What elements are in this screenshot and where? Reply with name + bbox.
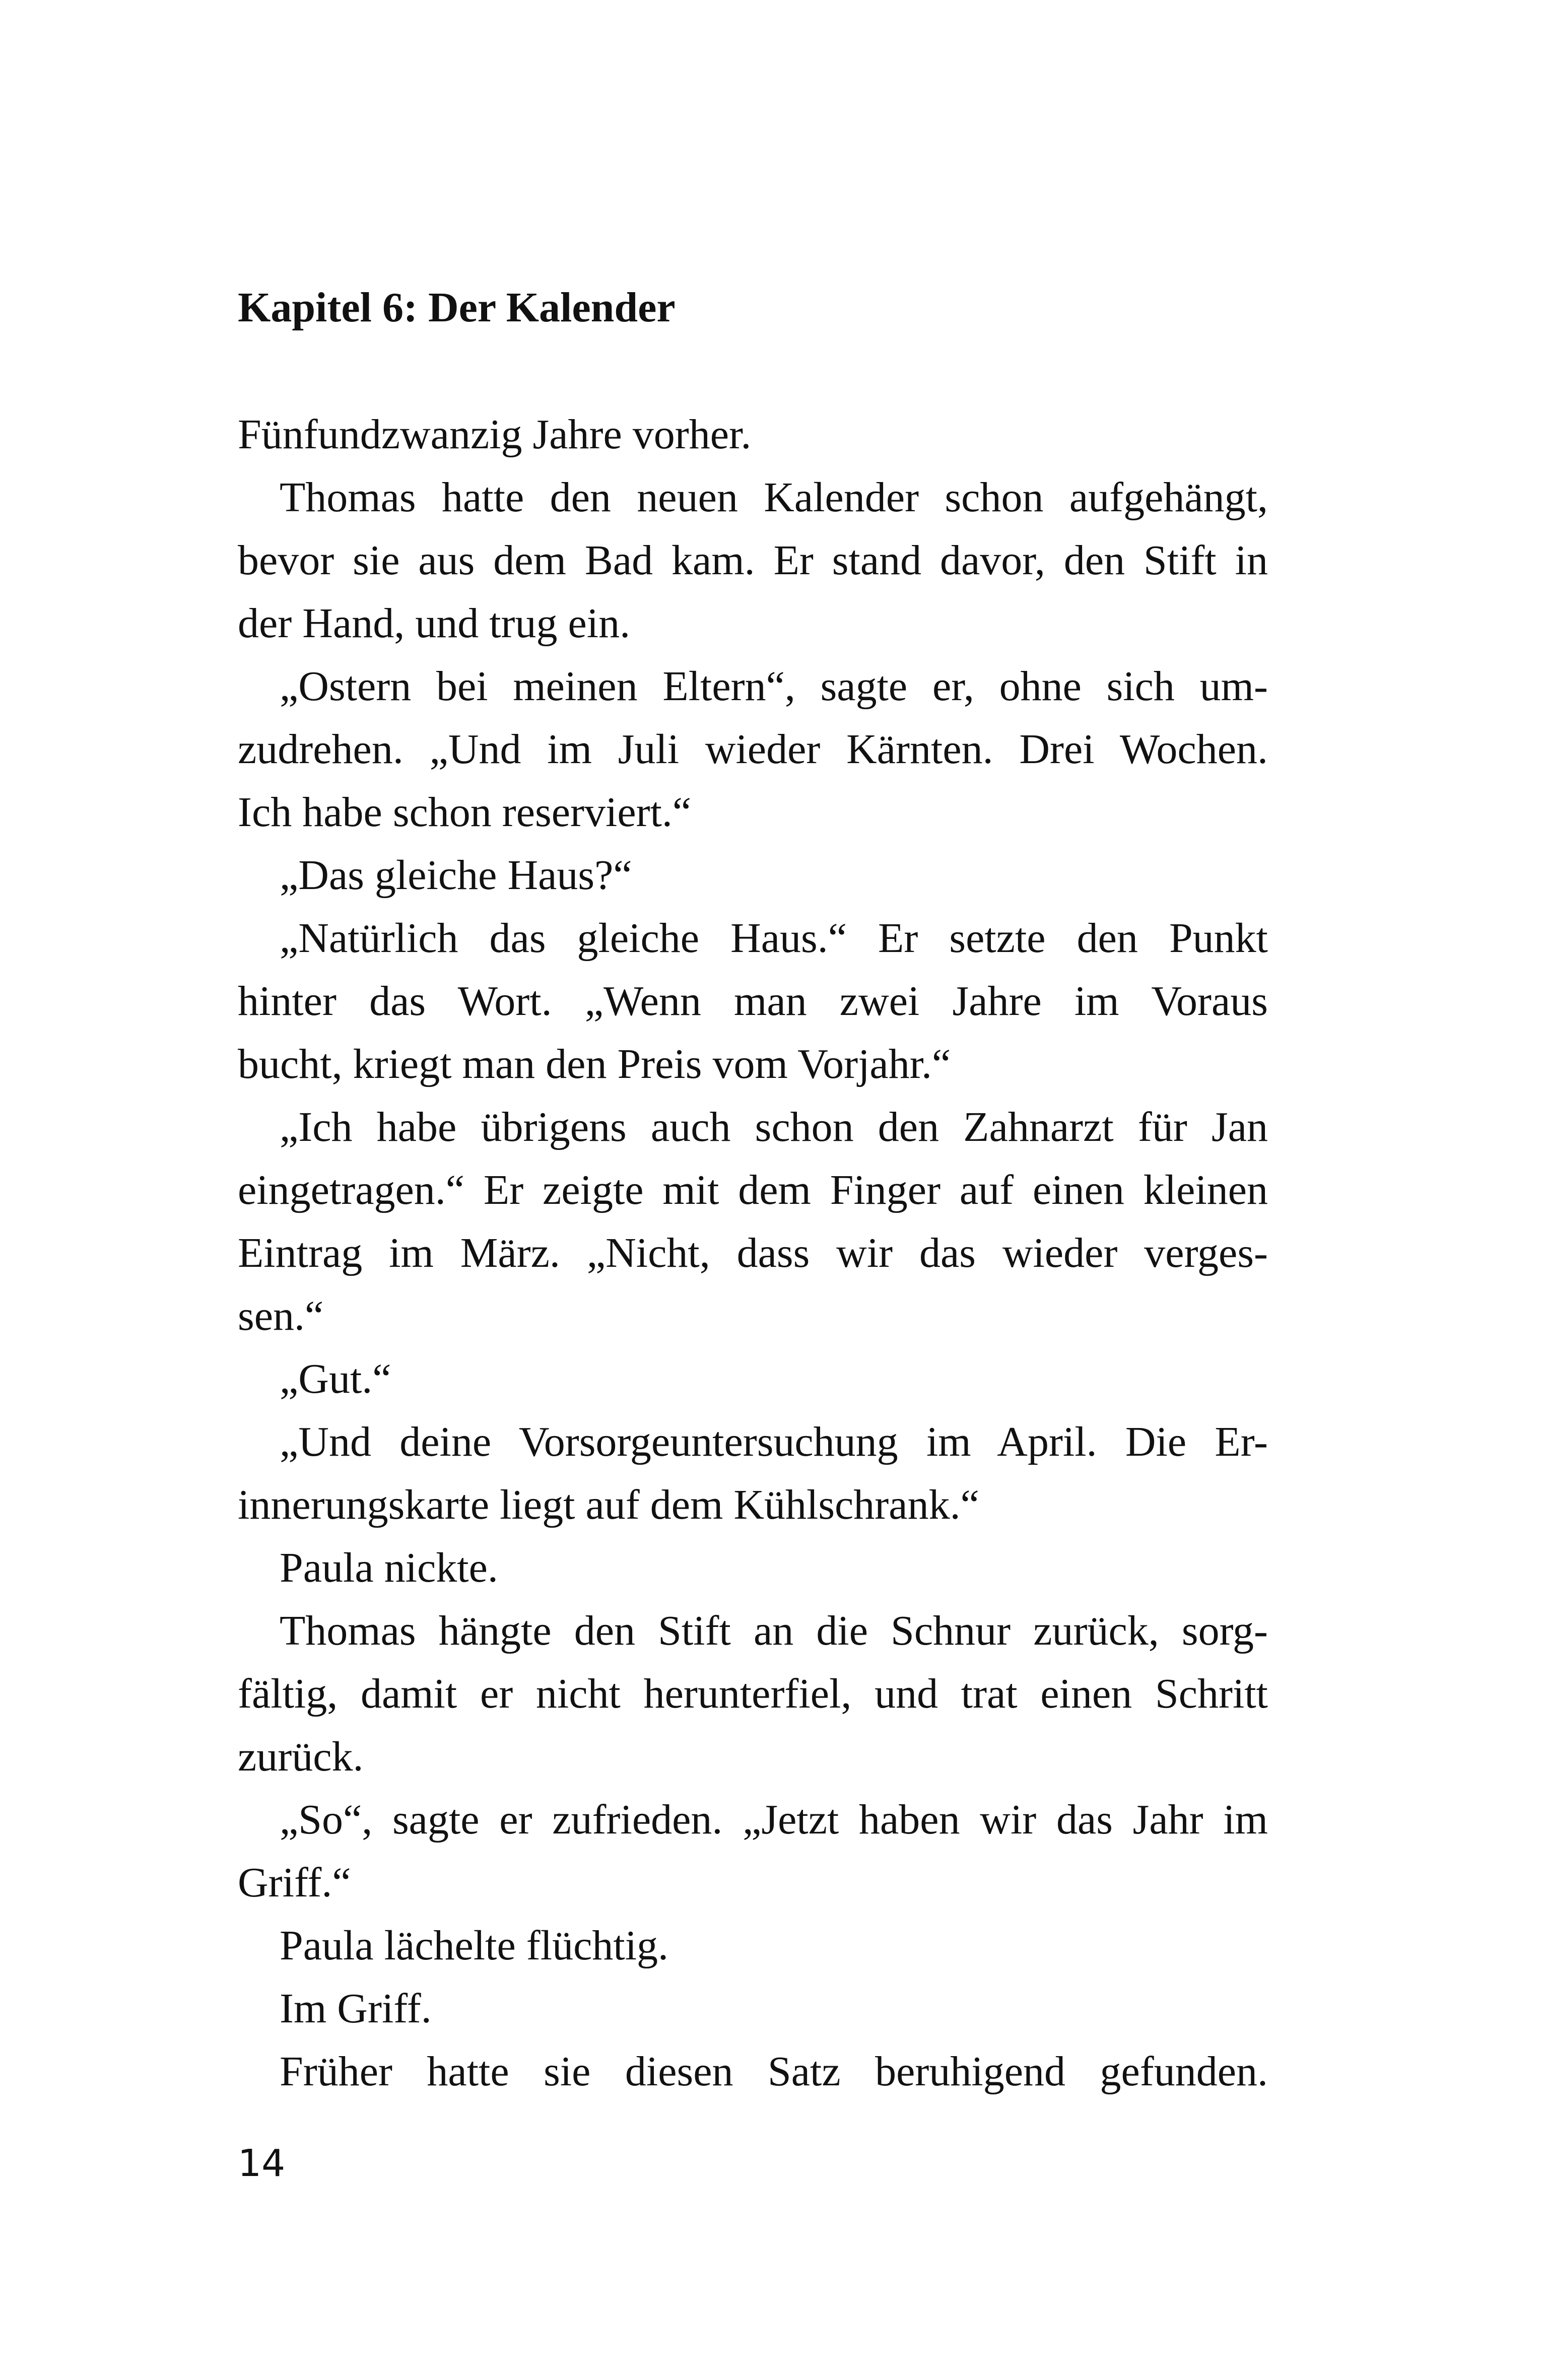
text-line: Paula nickte. (280, 1544, 498, 1591)
text-line: Paula lächelte flüchtig. (280, 1922, 669, 1969)
body-text (238, 403, 1268, 2103)
text-line: Ich habe schon reserviert.“ (238, 789, 692, 836)
text-line: zudrehen. „Und im Juli wieder Kärnten. Drei Wochen. (238, 726, 1268, 773)
text-line: Eintrag im März. „Nicht, dass wir das wieder verges- (238, 1230, 1268, 1276)
text-line: hinter das Wort. „Wenn man zwei Jahre im Voraus (238, 978, 1268, 1025)
text-line: der Hand, und trug ein. (238, 600, 631, 647)
text-line: „Und deine Vorsorgeuntersuchung im April. Die Er- (280, 1418, 1268, 1465)
text-line: Im Griff. (280, 1985, 432, 2032)
page-number: 14 (238, 2142, 286, 2185)
text-line: „Ostern bei meinen Eltern“, sagte er, ohne sich um- (280, 663, 1268, 710)
text-line: Fünfundzwanzig Jahre vorher. (238, 411, 752, 458)
chapter-title: Kapitel 6: Der Kalender (238, 284, 676, 331)
text-line: bucht, kriegt man den Preis vom Vorjahr.“ (238, 1041, 951, 1087)
text-line: „Das gleiche Haus?“ (280, 852, 632, 899)
text-line: zurück. (238, 1733, 364, 1780)
text-line: innerungskarte liegt auf dem Kühlschrank.“ (238, 1481, 979, 1528)
text-line: fältig, damit er nicht herunterfiel, und trat einen Schritt (238, 1670, 1268, 1717)
text-line: Thomas hatte den neuen Kalender schon aufgehängt, (280, 474, 1268, 521)
text-line: eingetragen.“ Er zeigte mit dem Finger auf einen kleinen (238, 1167, 1268, 1213)
text-line: Thomas hängte den Stift an die Schnur zurück, sorg- (280, 1607, 1268, 1654)
text-line: Früher hatte sie diesen Satz beruhigend gefunden. (280, 2048, 1268, 2095)
text-line: „Ich habe übrigens auch schon den Zahnarzt für Jan (280, 1104, 1268, 1150)
text-line: sen.“ (238, 1293, 324, 1339)
text-line: „So“, sagte er zufrieden. „Jetzt haben wir das Jahr im (280, 1796, 1268, 1843)
text-line: „Gut.“ (280, 1355, 391, 1402)
text-line: „Natürlich das gleiche Haus.“ Er setzte den Punkt (280, 915, 1268, 962)
text-line: Griff.“ (238, 1859, 351, 1906)
text-line: bevor sie aus dem Bad kam. Er stand davor, den Stift in (238, 537, 1268, 584)
